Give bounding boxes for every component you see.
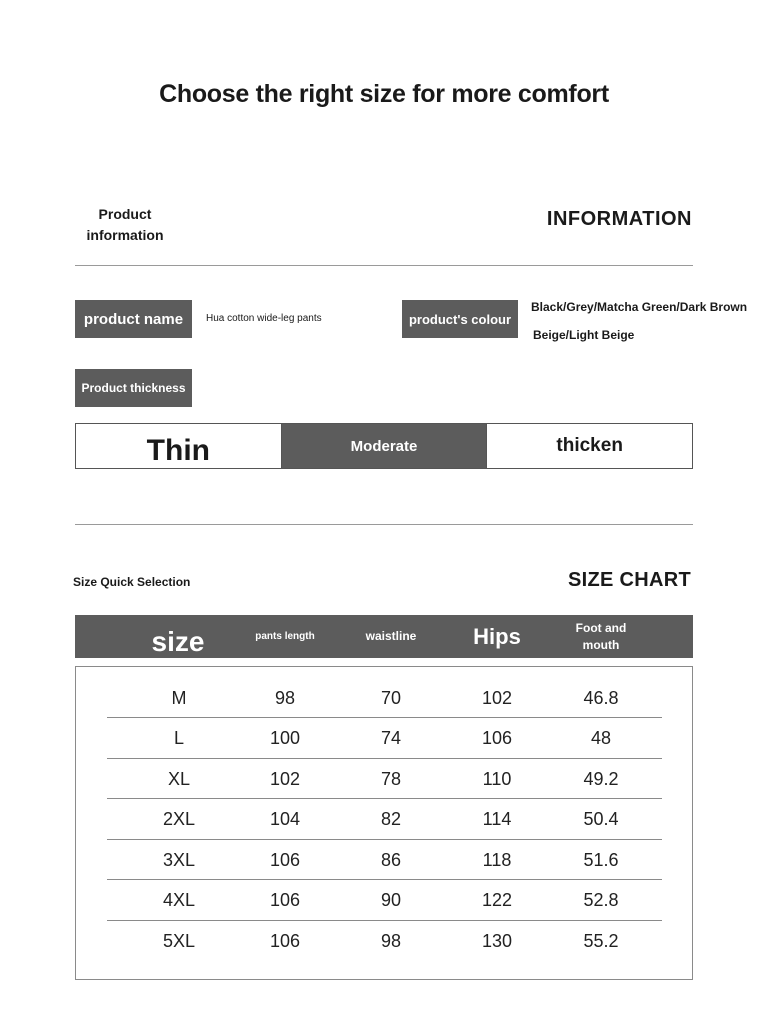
cell-hips: 102 (481, 687, 513, 708)
column-header-foot-and-mouth: Foot and mouth (575, 620, 627, 652)
cell-foot-and-mouth: 51.6 (583, 849, 619, 870)
cell-foot-and-mouth: 49.2 (583, 768, 619, 789)
product-colour-value-line1: Black/Grey/Matcha Green/Dark Brown (531, 300, 748, 314)
column-header-pants-length: pants length (255, 631, 315, 642)
size-chart-table (75, 666, 693, 980)
size-chart-header (75, 615, 693, 658)
cell-size: 2XL (162, 809, 196, 829)
cell-hips: 118 (482, 849, 512, 870)
product-information-label-line2: information (86, 227, 164, 243)
table-row (107, 840, 662, 880)
cell-waistline: 78 (380, 768, 402, 789)
product-thickness-tag: Product thickness (75, 369, 192, 407)
cell-hips: 114 (482, 809, 512, 829)
cell-foot-and-mouth: 48 (590, 728, 612, 748)
size-chart-heading: SIZE CHART (568, 569, 691, 591)
cell-pants-length: 106 (269, 930, 301, 951)
size-quick-selection-label: Size Quick Selection (73, 575, 191, 589)
product-information-label-line1: Product (98, 206, 152, 222)
cell-hips: 106 (481, 728, 513, 748)
thickness-option-thicken: thicken (556, 435, 623, 456)
cell-waistline: 90 (380, 890, 402, 910)
cell-pants-length: 98 (274, 687, 296, 708)
cell-size: L (173, 728, 184, 748)
table-row (107, 678, 662, 718)
cell-foot-and-mouth: 50.4 (583, 809, 619, 829)
cell-hips: 122 (481, 890, 513, 910)
column-header-hips: Hips (473, 624, 521, 649)
cell-waistline: 82 (380, 809, 402, 829)
product-name-value: Hua cotton wide-leg pants (206, 313, 322, 324)
page-headline: Choose the right size for more comfort (159, 80, 609, 108)
thickness-scale (75, 423, 693, 469)
product-information-label (80, 204, 170, 246)
cell-foot-and-mouth: 55.2 (583, 930, 619, 951)
product-colour-tag: product's colour (402, 300, 518, 338)
cell-pants-length: 102 (269, 768, 301, 789)
cell-pants-length: 100 (269, 728, 301, 748)
divider (75, 524, 693, 525)
cell-foot-and-mouth: 52.8 (583, 890, 619, 910)
cell-pants-length: 106 (269, 849, 301, 870)
cell-waistline: 70 (380, 687, 402, 708)
divider (75, 265, 693, 266)
cell-pants-length: 106 (269, 890, 301, 910)
product-name-tag: product name (75, 300, 192, 338)
thickness-option-thin: Thin (76, 424, 282, 468)
cell-foot-and-mouth: 46.8 (583, 687, 619, 708)
information-heading: INFORMATION (546, 208, 692, 230)
table-row (107, 719, 662, 759)
product-colour-value-line2: Beige/Light Beige (533, 328, 635, 342)
cell-waistline: 98 (380, 930, 402, 951)
cell-size: XL (167, 768, 191, 789)
cell-size: 5XL (162, 930, 196, 951)
column-header-waistline: waistline (365, 629, 417, 643)
table-row (107, 881, 662, 921)
thickness-option-moderate-selected: Moderate (282, 424, 488, 468)
cell-size: 4XL (162, 890, 196, 910)
table-row (107, 800, 662, 840)
cell-waistline: 86 (380, 849, 402, 870)
table-row (107, 921, 662, 961)
cell-waistline: 74 (380, 728, 402, 748)
cell-size: M (171, 687, 187, 708)
cell-pants-length: 104 (269, 809, 301, 829)
cell-hips: 130 (481, 930, 513, 951)
cell-hips: 110 (482, 768, 512, 789)
cell-size: 3XL (162, 849, 196, 870)
column-header-size: size (151, 626, 205, 657)
table-row (107, 759, 662, 799)
